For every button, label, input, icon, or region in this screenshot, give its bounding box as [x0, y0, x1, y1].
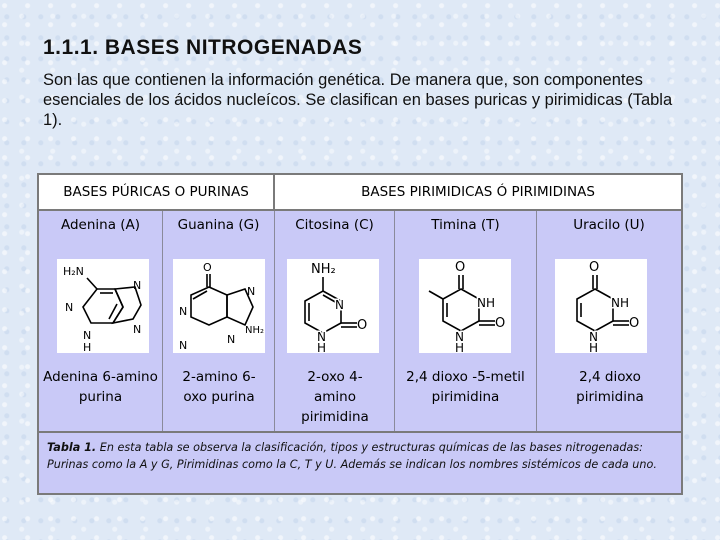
- svg-text:O: O: [357, 318, 368, 333]
- column-divider: [162, 211, 163, 433]
- svg-text:N: N: [133, 279, 142, 292]
- svg-text:N: N: [179, 339, 188, 352]
- svg-text:H: H: [589, 341, 599, 353]
- svg-text:O: O: [495, 316, 506, 331]
- svg-text:N: N: [317, 330, 326, 344]
- svg-text:O: O: [629, 316, 640, 331]
- svg-text:NH: NH: [477, 296, 495, 310]
- cytosine-structure-icon: [287, 259, 379, 353]
- svg-text:N: N: [65, 301, 74, 314]
- svg-text:N: N: [83, 329, 92, 342]
- svg-text:N: N: [247, 285, 256, 298]
- adenine-structure-icon: [57, 259, 149, 353]
- systematic-name-adenine: Adenina 6-amino purina: [43, 369, 158, 405]
- svg-text:N: N: [133, 323, 142, 336]
- column-divider: [274, 211, 275, 433]
- caption-label: Tabla 1.: [47, 441, 97, 454]
- svg-text:O: O: [203, 261, 212, 274]
- svg-text:N: N: [179, 305, 188, 318]
- svg-text:N: N: [455, 330, 464, 344]
- table-caption: [47, 439, 677, 473]
- header-purines: BASES PÚRICAS O PURINAS: [39, 175, 275, 211]
- svg-text:N: N: [335, 298, 344, 312]
- base-name-adenine: Adenina (A): [60, 217, 141, 233]
- systematic-name-cytosine: 2-oxo 4-amino pirimidina: [301, 369, 369, 425]
- uracil-structure-icon: [555, 259, 647, 353]
- svg-text:H₂N: H₂N: [63, 265, 84, 278]
- svg-text:H: H: [83, 341, 92, 353]
- guanine-structure-icon: [173, 259, 265, 353]
- caption-divider: [39, 431, 681, 433]
- intro-paragraph: Son las que contienen la información genética. De manera que, son componentes esenciales de los ácidos nucleícos. Se clasifican en bases puricas y pirimidicas (Tabla 1).: [43, 71, 673, 129]
- svg-text:N: N: [227, 333, 236, 346]
- svg-text:NH₂: NH₂: [245, 325, 265, 336]
- systematic-name-uracil: 2,4 dioxo pirimidina: [576, 369, 644, 405]
- svg-text:NH: NH: [611, 296, 629, 310]
- section-title: 1.1.1. BASES NITROGENADAS: [43, 36, 363, 59]
- base-name-thymine: Timina (T): [431, 217, 500, 233]
- svg-text:O: O: [455, 260, 466, 275]
- base-name-uracil: Uracilo (U): [573, 217, 645, 233]
- svg-text:N: N: [589, 330, 598, 344]
- systematic-name-guanine: 2-amino 6-oxo purina: [182, 369, 256, 405]
- bases-table: [37, 173, 683, 495]
- column-divider: [536, 211, 537, 433]
- svg-text:NH₂: NH₂: [311, 262, 336, 277]
- header-pyrimidines: BASES PIRIMIDICAS Ó PIRIMIDINAS: [275, 175, 681, 211]
- base-name-cytosine: Citosina (C): [295, 217, 374, 233]
- column-divider: [394, 211, 395, 433]
- systematic-name-thymine: 2,4 dioxo -5-metil pirimidina: [406, 369, 525, 405]
- svg-text:H: H: [317, 341, 327, 353]
- thymine-structure-icon: [419, 259, 511, 353]
- caption-text: En esta tabla se observa la clasificación, tipos y estructuras químicas de las bases nitrogenadas: Purinas como la A y G, Pirimidinas como la C, T y U. Además se indican los nombres sistémicos de cada uno.: [47, 441, 657, 471]
- svg-text:H: H: [455, 341, 465, 353]
- svg-text:O: O: [589, 260, 600, 275]
- base-name-guanine: Guanina (G): [177, 217, 260, 233]
